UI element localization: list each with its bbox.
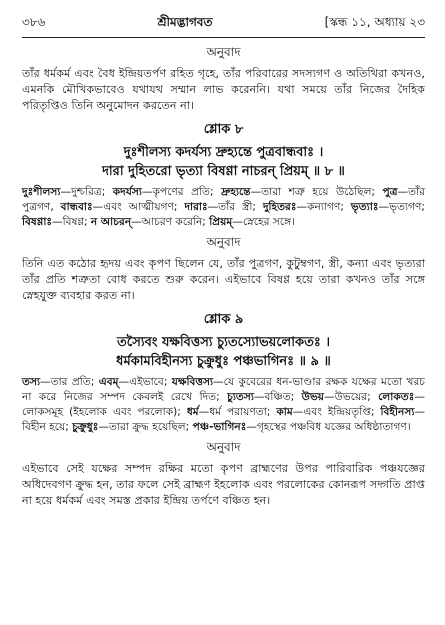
synonym-term: দুঃশীলস্য <box>22 186 61 198</box>
synonym-term: কদর্যস্য <box>112 186 142 198</box>
synonym-term: যক্ষবিত্তস্য <box>171 376 214 388</box>
synonym-meaning: —বঞ্চিত; <box>253 391 302 403</box>
synonym-meaning: —দুশ্চরিত্র; <box>60 186 113 198</box>
synonym-meaning: —গৃহস্থের পঞ্চবিধ যজ্ঞের অধিষ্ঠাতাগণ। <box>246 421 411 433</box>
synonym-term: বিহীনস্য <box>380 406 415 418</box>
synonym-meaning: —তারা শত্রু হয়ে উঠেছিল; <box>250 186 383 198</box>
translation-heading: অনুবাদ <box>206 235 241 249</box>
chapter-reference: [স্কন্ধ ১১, অধ্যায় ২৩ <box>324 15 425 29</box>
verse-line: ধর্মকামবিহীনস্য চুক্রুধুঃ পঞ্চভাগিনঃ ॥ ৯ ॥ <box>116 354 331 369</box>
synonym-term: বিষণ্ণাঃ <box>22 216 53 228</box>
header-rule <box>22 37 425 38</box>
synonym-term: লোকতঃ <box>378 391 415 403</box>
verse-line: তস্যৈবং যক্ষবিত্তস্য চ্যুতস্যোভয়লোকতঃ । <box>117 335 330 350</box>
synonym-meaning: —তারা ক্রুদ্ধ হয়েছিল; <box>98 421 193 433</box>
synonym-meaning: —তাঁর স্ত্রী; <box>207 201 263 213</box>
synonyms <box>22 375 425 435</box>
synonym-term: ধর্ম <box>186 406 199 418</box>
synonym-term: দুহিতরঃ <box>262 201 297 213</box>
verse-line: দারা দুহিতরো ভৃত্যা বিষণ্ণা নাচরন্ প্রিয়ম্ ॥ ৮ ॥ <box>102 164 345 179</box>
translation-text: তাঁর ধর্মকর্ম এবং বৈধ ইন্দ্রিয়তর্পণ রহিত গৃহে, তাঁর পরিবারের সদস্যগণ ও অতিথিরা কখনও, এমনকি মৌখিকভাবেও যথাযথ সম্মান লাভ করেননি। যথা সময়ে তাঁর নিজের দৈহিক পরিতৃপ্তিও তিনি অনুমোদন করতেন না। <box>22 67 425 112</box>
translation-heading: অনুবাদ <box>206 440 241 454</box>
synonym-term: উভয় <box>301 391 325 403</box>
synonym-meaning: —তাঁর পুত্রগণ, <box>22 186 425 213</box>
synonym-meaning: —ভৃত্যগণ; <box>378 201 425 213</box>
synonym-meaning: —ধর্ম পরায়ণতা; <box>198 406 277 418</box>
verse-block-9 <box>22 310 425 509</box>
synonym-meaning: —আচরণ করেনি; <box>131 216 210 228</box>
translation-block-1 <box>22 44 425 114</box>
synonym-term: চ্যুতস্য <box>227 391 254 403</box>
synonym-term: তস্য <box>22 376 41 388</box>
verse-title: শ্লোক ৮ <box>203 122 244 137</box>
synonym-meaning: —এইভাবে; <box>118 376 172 388</box>
synonym-term: ভৃত্যাঃ <box>350 201 379 213</box>
synonym-meaning: —তার প্রতি; <box>40 376 99 388</box>
synonym-term: ন আচরন্ <box>90 216 132 228</box>
synonym-term: এবম্ <box>98 376 119 388</box>
running-header <box>22 14 425 34</box>
synonym-meaning: —এবং আত্মীয়গণ; <box>92 201 185 213</box>
synonym-term: পঞ্চ-ভাগিনঃ <box>192 421 247 433</box>
synonyms <box>22 185 425 230</box>
synonym-meaning: —কৃপণের প্রতি; <box>141 186 222 198</box>
synonym-meaning: —স্নেহের সঙ্গে। <box>232 216 295 228</box>
synonym-meaning: —বিষণ্ণ; <box>52 216 91 228</box>
synonym-meaning: —লোকসমূহ (ইহলোক এবং পরলোক); <box>22 391 425 418</box>
synonym-meaning: —কন্যাগণ; <box>296 201 351 213</box>
synonym-meaning: —উভয়ের; <box>324 391 379 403</box>
synonym-term: চুক্রুধুঃ <box>72 421 99 433</box>
synonym-meaning: —বিহীন হয়ে; <box>22 406 425 433</box>
book-title: শ্রীমদ্ভাগবত <box>157 15 213 29</box>
translation-text: তিনি এত কঠোর হৃদয় এবং কৃপণ ছিলেন যে, তাঁর পুত্রগণ, কুটুম্বগণ, স্ত্রী, কন্যা এবং ভৃত্যরা তাঁর প্রতি শত্রুতা বোধ করতে শুরু করেন। এইভাবে বিষণ্ণ হয়ে তারা কখনও তাঁর সঙ্গে স্নেহযুক্ত ব্যবহার করত না। <box>22 257 425 302</box>
synonym-meaning: —এবং ইন্দ্রিয়তৃপ্তি; <box>292 406 381 418</box>
synonym-term: বান্ধবাঃ <box>60 201 93 213</box>
page-number: ৩৮৬ <box>22 15 46 29</box>
synonym-term: প্রিয়ম্ <box>209 216 233 228</box>
translation-text: এইভাবে সেই যক্ষের সম্পদ রক্ষির মতো কৃপণ ব্রাহ্মণের উপর পারিবারিক পঞ্চযজ্ঞের অধিদেবগণ ক্রুদ্ধ হন, তার ফলে সেই ব্রাহ্মণ ইহলোক এবং পরলোকের কোনরূপ সদ্গতি প্রাপ্ত না হয়ে ধর্মকর্ম এবং সমস্ত প্রকার ইন্দ্রিয় তর্পণে বঞ্চিত হন। <box>22 462 425 507</box>
verse-block-8 <box>22 120 425 304</box>
synonym-term: দারাঃ <box>184 201 208 213</box>
book-page <box>22 14 425 509</box>
synonym-term: পুত্র <box>382 186 398 198</box>
translation-heading: অনুবাদ <box>206 45 241 59</box>
verse-title: শ্লোক ৯ <box>203 312 244 327</box>
verse-line: দুঃশীলস্য কদর্যস্য দ্রুহ্যন্তে পুত্রবান্ধবাঃ । <box>123 145 324 160</box>
synonym-term: দ্রুহ্যন্তে <box>221 186 251 198</box>
synonym-term: কাম <box>276 406 293 418</box>
synonym-meaning: —যে কুবেরের ধন-ভাণ্ডার রক্ষক যক্ষের মতো খরচ না করে নিজের সম্পদ কেবলই রেখে দিত; <box>22 376 425 403</box>
